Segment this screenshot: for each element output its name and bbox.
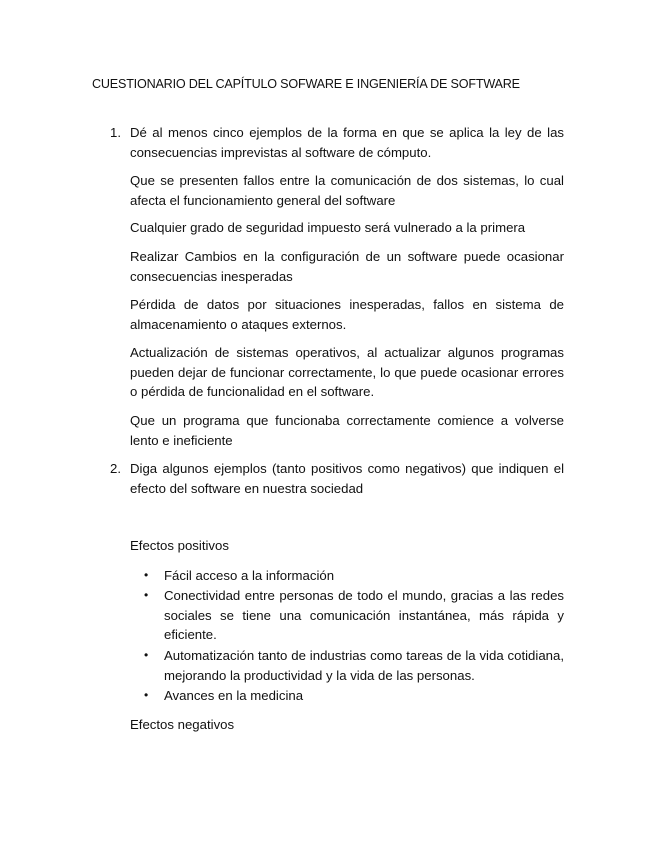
answer-paragraph: Actualización de sistemas operativos, al actualizar algunos programas pueden dejar de funcionar correctamente, lo que puede ocasionar errores o pérdida de funcionalidad en el software. [130, 345, 564, 399]
list-item: Automatización tanto de industrias como tareas de la vida cotidiana, mejorando la productividad y la vida de las personas. [164, 648, 564, 683]
bullet-icon: • [144, 568, 149, 582]
question-number: 1. [110, 125, 121, 140]
list-item: Fácil acceso a la información [164, 568, 335, 583]
answer-paragraph: Realizar Cambios en la configuración de un software puede ocasionar consecuencias inesperadas [130, 249, 564, 284]
document-title: CUESTIONARIO DEL CAPÍTULO SOFWARE E INGENIERÍA DE SOFTWARE [92, 77, 520, 91]
answer-paragraph: Pérdida de datos por situaciones inesperadas, fallos en sistema de almacenamiento o ataques externos. [130, 297, 564, 332]
positive-effects-label: Efectos positivos [130, 538, 229, 553]
question-text: Diga algunos ejemplos (tanto positivos como negativos) que indiquen el efecto del software en nuestra sociedad [130, 461, 564, 496]
answer-paragraph: Que un programa que funcionaba correctamente comience a volverse lento e ineficiente [130, 413, 564, 448]
list-item: Avances en la medicina [164, 688, 304, 703]
answer-paragraph: Que se presenten fallos entre la comunicación de dos sistemas, lo cual afecta el funcionamiento general del software [130, 173, 564, 208]
bullet-icon: • [144, 648, 149, 662]
question-text: Dé al menos cinco ejemplos de la forma en que se aplica la ley de las consecuencias imprevistas al software de cómputo. [130, 125, 564, 160]
list-item: Conectividad entre personas de todo el mundo, gracias a las redes sociales se tiene una comunicación instantánea, más rápida y eficiente. [164, 588, 564, 642]
bullet-icon: • [144, 588, 149, 602]
negative-effects-label: Efectos negativos [130, 717, 235, 732]
bullet-icon: • [144, 688, 149, 702]
question-number: 2. [110, 461, 121, 476]
answer-paragraph: Cualquier grado de seguridad impuesto será vulnerado a la primera [130, 220, 526, 235]
